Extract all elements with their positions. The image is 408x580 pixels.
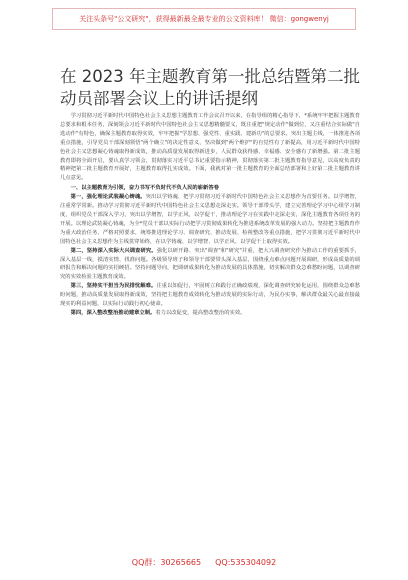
- bottom-contact-banner: [110, 554, 298, 570]
- top-promo-banner[interactable]: [52, 8, 356, 30]
- paragraph-1-text: 突出以学铸魂、把学习贯彻习近平新时代中国特色社会主义思想作为首要任务。以学增智，注重常学常新。推动学习贯彻习近平新时代中国特色社会主义思想走深走实。领导干部带头学，建立完善理论学习中心组学习制度，组织党员干部深入学习，突出以学增智，以学正风，以学促干，推动理论学习在实践中走深走实，深化主题教育各项任务的开展。以理论武装凝心铸魂，为全*党员干部以实际行动把学习贯彻成果转化为推进系统改革发展的强大动力。坚持把主题教育作为重大政治任务，严格对照要求，统筹推进理论学习、调查研究、推动发展、检视整改等重点措施，把学习贯彻习近平新时代中国特色社会主义思想作为主线贯穿始终，在以学铸魂、以学增智、以学正风、以学促干上取得实效。: [60, 194, 360, 245]
- qq-group-text: QQ群：30265665: [131, 557, 202, 567]
- paragraph-2: [60, 247, 360, 283]
- paragraph-2-subheading: 第二，坚持深入实际大兴调查研究。: [70, 247, 157, 254]
- section-heading-1: 一、以主题教育为引领，奋力书写不负时代不负人民的崭新答卷: [70, 185, 219, 192]
- paragraph-4-text: 着力以改促变，提高整改整治的实效。: [155, 309, 246, 316]
- paragraph-1-subheading: 第一，强化理论武装凝心铸魂。: [70, 194, 146, 201]
- paragraph-3-text: 注重以知促行，牢固树立和践行正确政绩观，深化调查研究转化运用，围绕群众急难愁盼问题，推动高质量发展取得新成效，坚持把主题教育成效转化为推动发展的实际行动，为民办实事，解决群众最关心最直接最现实的利益问题，以实际行动践行初心使命。: [60, 283, 360, 308]
- top-banner-text: 关注头条号"公文研究"，获得最新最全最专业的公文资料库！: [79, 15, 268, 23]
- document-body: [60, 112, 360, 318]
- paragraph-3: [60, 282, 360, 309]
- paragraph-3-subheading: 第三，坚持实干担当为民排忧解难。: [70, 283, 157, 290]
- paragraph-1: [60, 193, 360, 246]
- qq-text: QQ:535304092: [215, 557, 277, 567]
- paragraph-4-subheading: 第四，深入整改整治推动建章立制。: [70, 309, 156, 316]
- paragraph-4: [60, 309, 360, 318]
- paragraph-2-text: 强化以研开路、突出"调查"和"研究"并重，把大兴调查研究作为推动工作的重要抓手，深入基层一线，摸清实情、找准问题。各级领导班子和领导干部要带头深入基层，围绕重点难点问题开展调研，形成高质量的调研报告和解决问题的实招硬招。坚持问题导向，把调研成果转化为推动发展的具体措施，切实解决群众急难愁盼问题，以调查研究的实效检验主题教育成效。: [60, 247, 360, 281]
- intro-paragraph: 学习贯彻习近平新时代中国特色社会主义思想主题教育工作会议召开以来，在指导组的精心指导下，*系统牢牢把握主题教育总要求和根本任务，深刻领会习近平新时代中国特色社会主义思想精髓要义，既注重把"规定动作"做到位，又注重结合实际做"自选动作"有特色，确保主题教育取得实效，牢牢把握"学思想、强党性、重实践、建新功"的总要求。突出主题主线，一体推进各项重点措施，引导党员干部深刻领悟"两个确立"的决定性意义，坚决做到"两个维护"的自觉性有了新提高，用习近平新时代中国特色社会主义思想凝心铸魂取得新成效，推动高质量发展取得新进步，人民群众获得感、幸福感、安全感有了新增强。第二批主题教育即将全面开启，要认真学习领会，贯彻落实习近平总书记重要指示精神，贯彻落实第二批主题教育指导意见，以高度负责的精神把第二批主题教育开展好，主题教育取得扎实成效。下面，我就对第一批主题教育的全面总结部署和上好第二批主题教育讲几点意见。: [60, 113, 360, 182]
- top-banner-wechat: 微信：gongwenyj: [269, 15, 329, 23]
- document-title: 在 2023 年主题教育第一批总结暨第二批动员部署会议上的讲话提纲: [60, 67, 360, 108]
